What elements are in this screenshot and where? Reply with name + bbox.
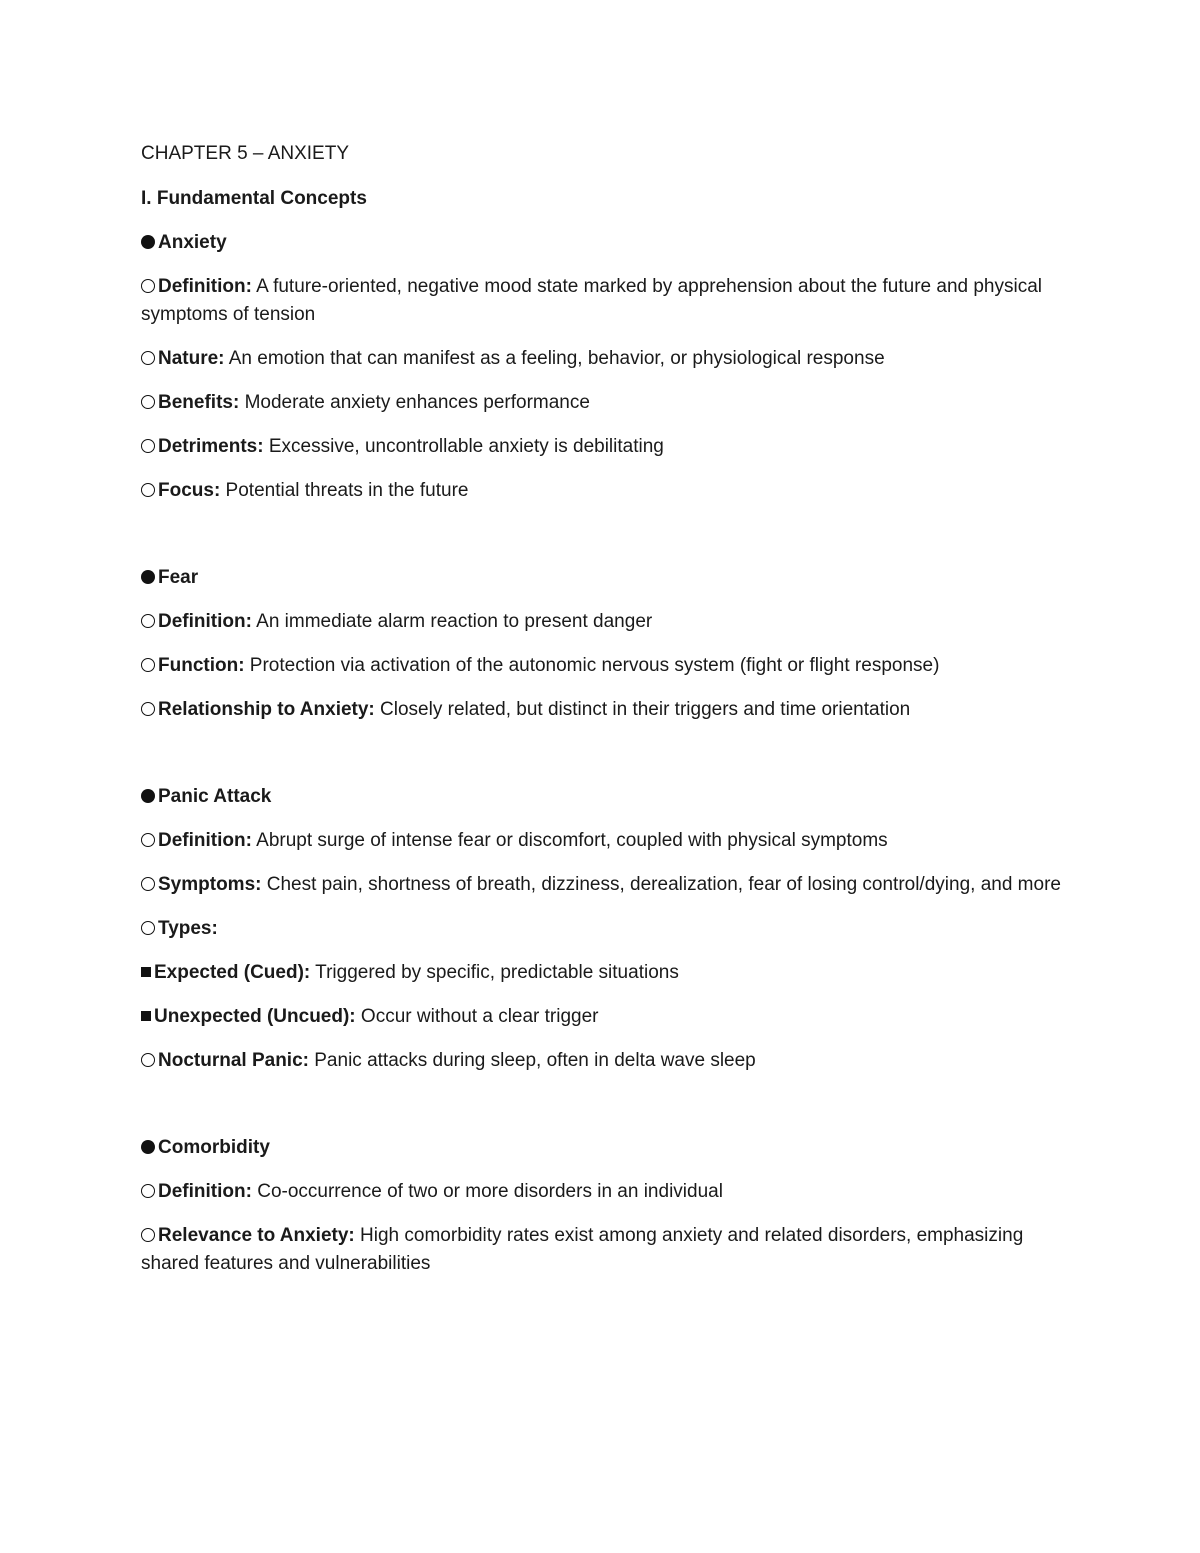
list-item: Expected (Cued): Triggered by specific, predictable situations: [141, 959, 1061, 987]
section-title: I. Fundamental Concepts: [141, 188, 367, 209]
filled-bullet-icon: [141, 235, 155, 249]
list-item: Definition: Abrupt surge of intense fear or discomfort, coupled with physical symptoms: [141, 827, 1061, 855]
list-item: Function: Protection via activation of the autonomic nervous system (fight or flight response): [141, 652, 1061, 680]
list-item: Definition: Co-occurrence of two or more disorders in an individual: [141, 1178, 1061, 1206]
list-item: Symptoms: Chest pain, shortness of breath, dizziness, derealization, fear of losing control/dying, and more: [141, 871, 1061, 899]
document-page: [141, 140, 1061, 1294]
list-item: Definition: An immediate alarm reaction to present danger: [141, 608, 1061, 636]
list-item: Focus: Potential threats in the future: [141, 477, 1061, 505]
list-item: Unexpected (Uncued): Occur without a clear trigger: [141, 1003, 1061, 1031]
hollow-bullet-icon: [141, 702, 155, 716]
hollow-bullet-icon: [141, 395, 155, 409]
blank-line: [141, 740, 1061, 783]
topic-comorbidity-heading: Comorbidity: [141, 1134, 1061, 1162]
hollow-bullet-icon: [141, 439, 155, 453]
filled-bullet-icon: [141, 570, 155, 584]
hollow-bullet-icon: [141, 279, 155, 293]
hollow-bullet-icon: [141, 1184, 155, 1198]
blank-line: [141, 521, 1061, 564]
topic-panic-heading: Panic Attack: [141, 783, 1061, 811]
hollow-bullet-icon: [141, 833, 155, 847]
list-item: Types:: [141, 915, 1061, 943]
square-bullet-icon: [141, 967, 151, 977]
hollow-bullet-icon: [141, 921, 155, 935]
hollow-bullet-icon: [141, 351, 155, 365]
hollow-bullet-icon: [141, 1053, 155, 1067]
topic-anxiety-heading: Anxiety: [141, 229, 1061, 257]
square-bullet-icon: [141, 1011, 151, 1021]
filled-bullet-icon: [141, 1140, 155, 1154]
list-item: Definition: A future-oriented, negative mood state marked by apprehension about the future and physical symptoms of tension: [141, 276, 1043, 325]
topic-fear-heading: Fear: [141, 564, 1061, 592]
hollow-bullet-icon: [141, 483, 155, 497]
list-item: Relationship to Anxiety: Closely related, but distinct in their triggers and time orientation: [141, 696, 1061, 724]
hollow-bullet-icon: [141, 877, 155, 891]
list-item: Nature: An emotion that can manifest as a feeling, behavior, or physiological response: [141, 345, 1061, 373]
list-item: Benefits: Moderate anxiety enhances performance: [141, 389, 1061, 417]
list-item: Relevance to Anxiety: High comorbidity rates exist among anxiety and related disorders, emphasizing shared features and vulnerabilities: [141, 1225, 1024, 1274]
list-item: Nocturnal Panic: Panic attacks during sleep, often in delta wave sleep: [141, 1047, 1061, 1075]
filled-bullet-icon: [141, 789, 155, 803]
blank-line: [141, 1091, 1061, 1134]
chapter-title: CHAPTER 5 – ANXIETY: [141, 143, 350, 164]
hollow-bullet-icon: [141, 614, 155, 628]
list-item: Detriments: Excessive, uncontrollable anxiety is debilitating: [141, 433, 1061, 461]
hollow-bullet-icon: [141, 1228, 155, 1242]
hollow-bullet-icon: [141, 658, 155, 672]
